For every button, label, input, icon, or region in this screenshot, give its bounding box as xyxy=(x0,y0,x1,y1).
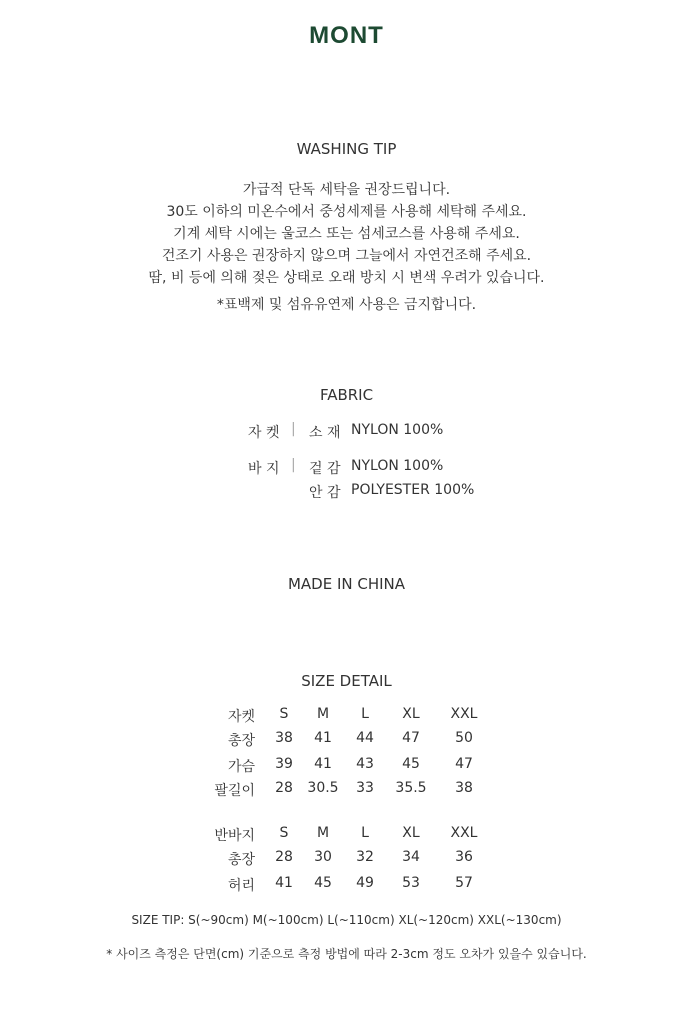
size-header: M xyxy=(316,825,330,841)
size-value: 28 xyxy=(275,849,293,865)
size-value: 50 xyxy=(455,730,473,746)
fabric-title: FABRIC xyxy=(319,386,374,404)
size-value: 33 xyxy=(356,780,374,796)
size-header: L xyxy=(361,706,369,722)
separator: | xyxy=(291,421,296,437)
row-label: 팔길이 xyxy=(214,783,255,799)
size-value: 53 xyxy=(402,875,420,891)
fabric-part: 소 재 xyxy=(309,425,341,441)
size-header: M xyxy=(316,706,330,722)
size-value: 44 xyxy=(356,730,374,746)
fabric-part: 안 감 xyxy=(309,485,341,501)
size-header: L xyxy=(361,825,369,841)
size-note: * 사이즈 측정은 단면(cm) 기준으로 측정 방법에 따라 2-3cm 정도 오차가 있을수 있습니다. xyxy=(106,947,587,961)
table-name: 자켓 xyxy=(227,709,255,725)
fabric-item: 바 지 xyxy=(248,461,280,477)
fabric-value: NYLON 100% xyxy=(351,458,444,474)
washing-line: 기계 세탁 시에는 울코스 또는 섬세코스를 사용해 주세요. xyxy=(173,226,520,242)
fabric-item: 자 켓 xyxy=(248,425,280,441)
size-value: 45 xyxy=(314,875,332,891)
size-value: 30 xyxy=(314,849,332,865)
size-value: 57 xyxy=(455,875,473,891)
size-value: 41 xyxy=(314,730,332,746)
washing-instructions xyxy=(0,179,693,289)
size-value: 36 xyxy=(455,849,473,865)
size-value: 47 xyxy=(402,730,420,746)
size-value: 49 xyxy=(356,875,374,891)
row-label: 총장 xyxy=(227,733,255,749)
size-value: 34 xyxy=(402,849,420,865)
size-header: XL xyxy=(402,706,420,722)
washing-line: 30도 이하의 미온수에서 중성세제를 사용해 세탁해 주세요. xyxy=(166,204,527,220)
size-header: XL xyxy=(402,825,420,841)
row-label: 가슴 xyxy=(227,759,255,775)
size-value: 41 xyxy=(314,756,332,772)
size-value: 35.5 xyxy=(395,780,427,796)
size-value: 28 xyxy=(275,780,293,796)
origin-label: MADE IN CHINA xyxy=(287,575,406,593)
size-value: 41 xyxy=(275,875,293,891)
size-value: 38 xyxy=(455,780,473,796)
table-name: 반바지 xyxy=(214,828,255,844)
size-value: 43 xyxy=(356,756,374,772)
row-label: 허리 xyxy=(227,878,255,894)
row-label: 총장 xyxy=(227,852,255,868)
size-value: 32 xyxy=(356,849,374,865)
brand-logo: MONT xyxy=(309,22,384,49)
fabric-value: NYLON 100% xyxy=(351,422,444,438)
separator: | xyxy=(291,457,296,473)
washing-line: 가급적 단독 세탁을 권장드립니다. xyxy=(242,182,451,198)
size-value: 38 xyxy=(275,730,293,746)
washing-title: WASHING TIP xyxy=(296,140,397,158)
fabric-part: 겉 감 xyxy=(309,461,341,477)
size-header: XXL xyxy=(450,825,478,841)
size-title: SIZE DETAIL xyxy=(301,672,392,690)
size-value: 39 xyxy=(275,756,293,772)
size-value: 47 xyxy=(455,756,473,772)
size-header: S xyxy=(279,825,289,841)
size-value: 30.5 xyxy=(307,780,339,796)
fabric-value: POLYESTER 100% xyxy=(351,482,475,498)
washing-line: 땀, 비 등에 의해 젖은 상태로 오래 방치 시 변색 우려가 있습니다. xyxy=(148,270,545,286)
size-value: 45 xyxy=(402,756,420,772)
size-header: S xyxy=(279,706,289,722)
size-header: XXL xyxy=(450,706,478,722)
washing-line: 건조기 사용은 권장하지 않으며 그늘에서 자연건조해 주세요. xyxy=(161,248,532,264)
washing-note: *표백제 및 섬유유연제 사용은 금지합니다. xyxy=(216,297,477,313)
size-tip: SIZE TIP: S(~90cm) M(~100cm) L(~110cm) XL(~120cm) XXL(~130cm) xyxy=(131,913,562,927)
